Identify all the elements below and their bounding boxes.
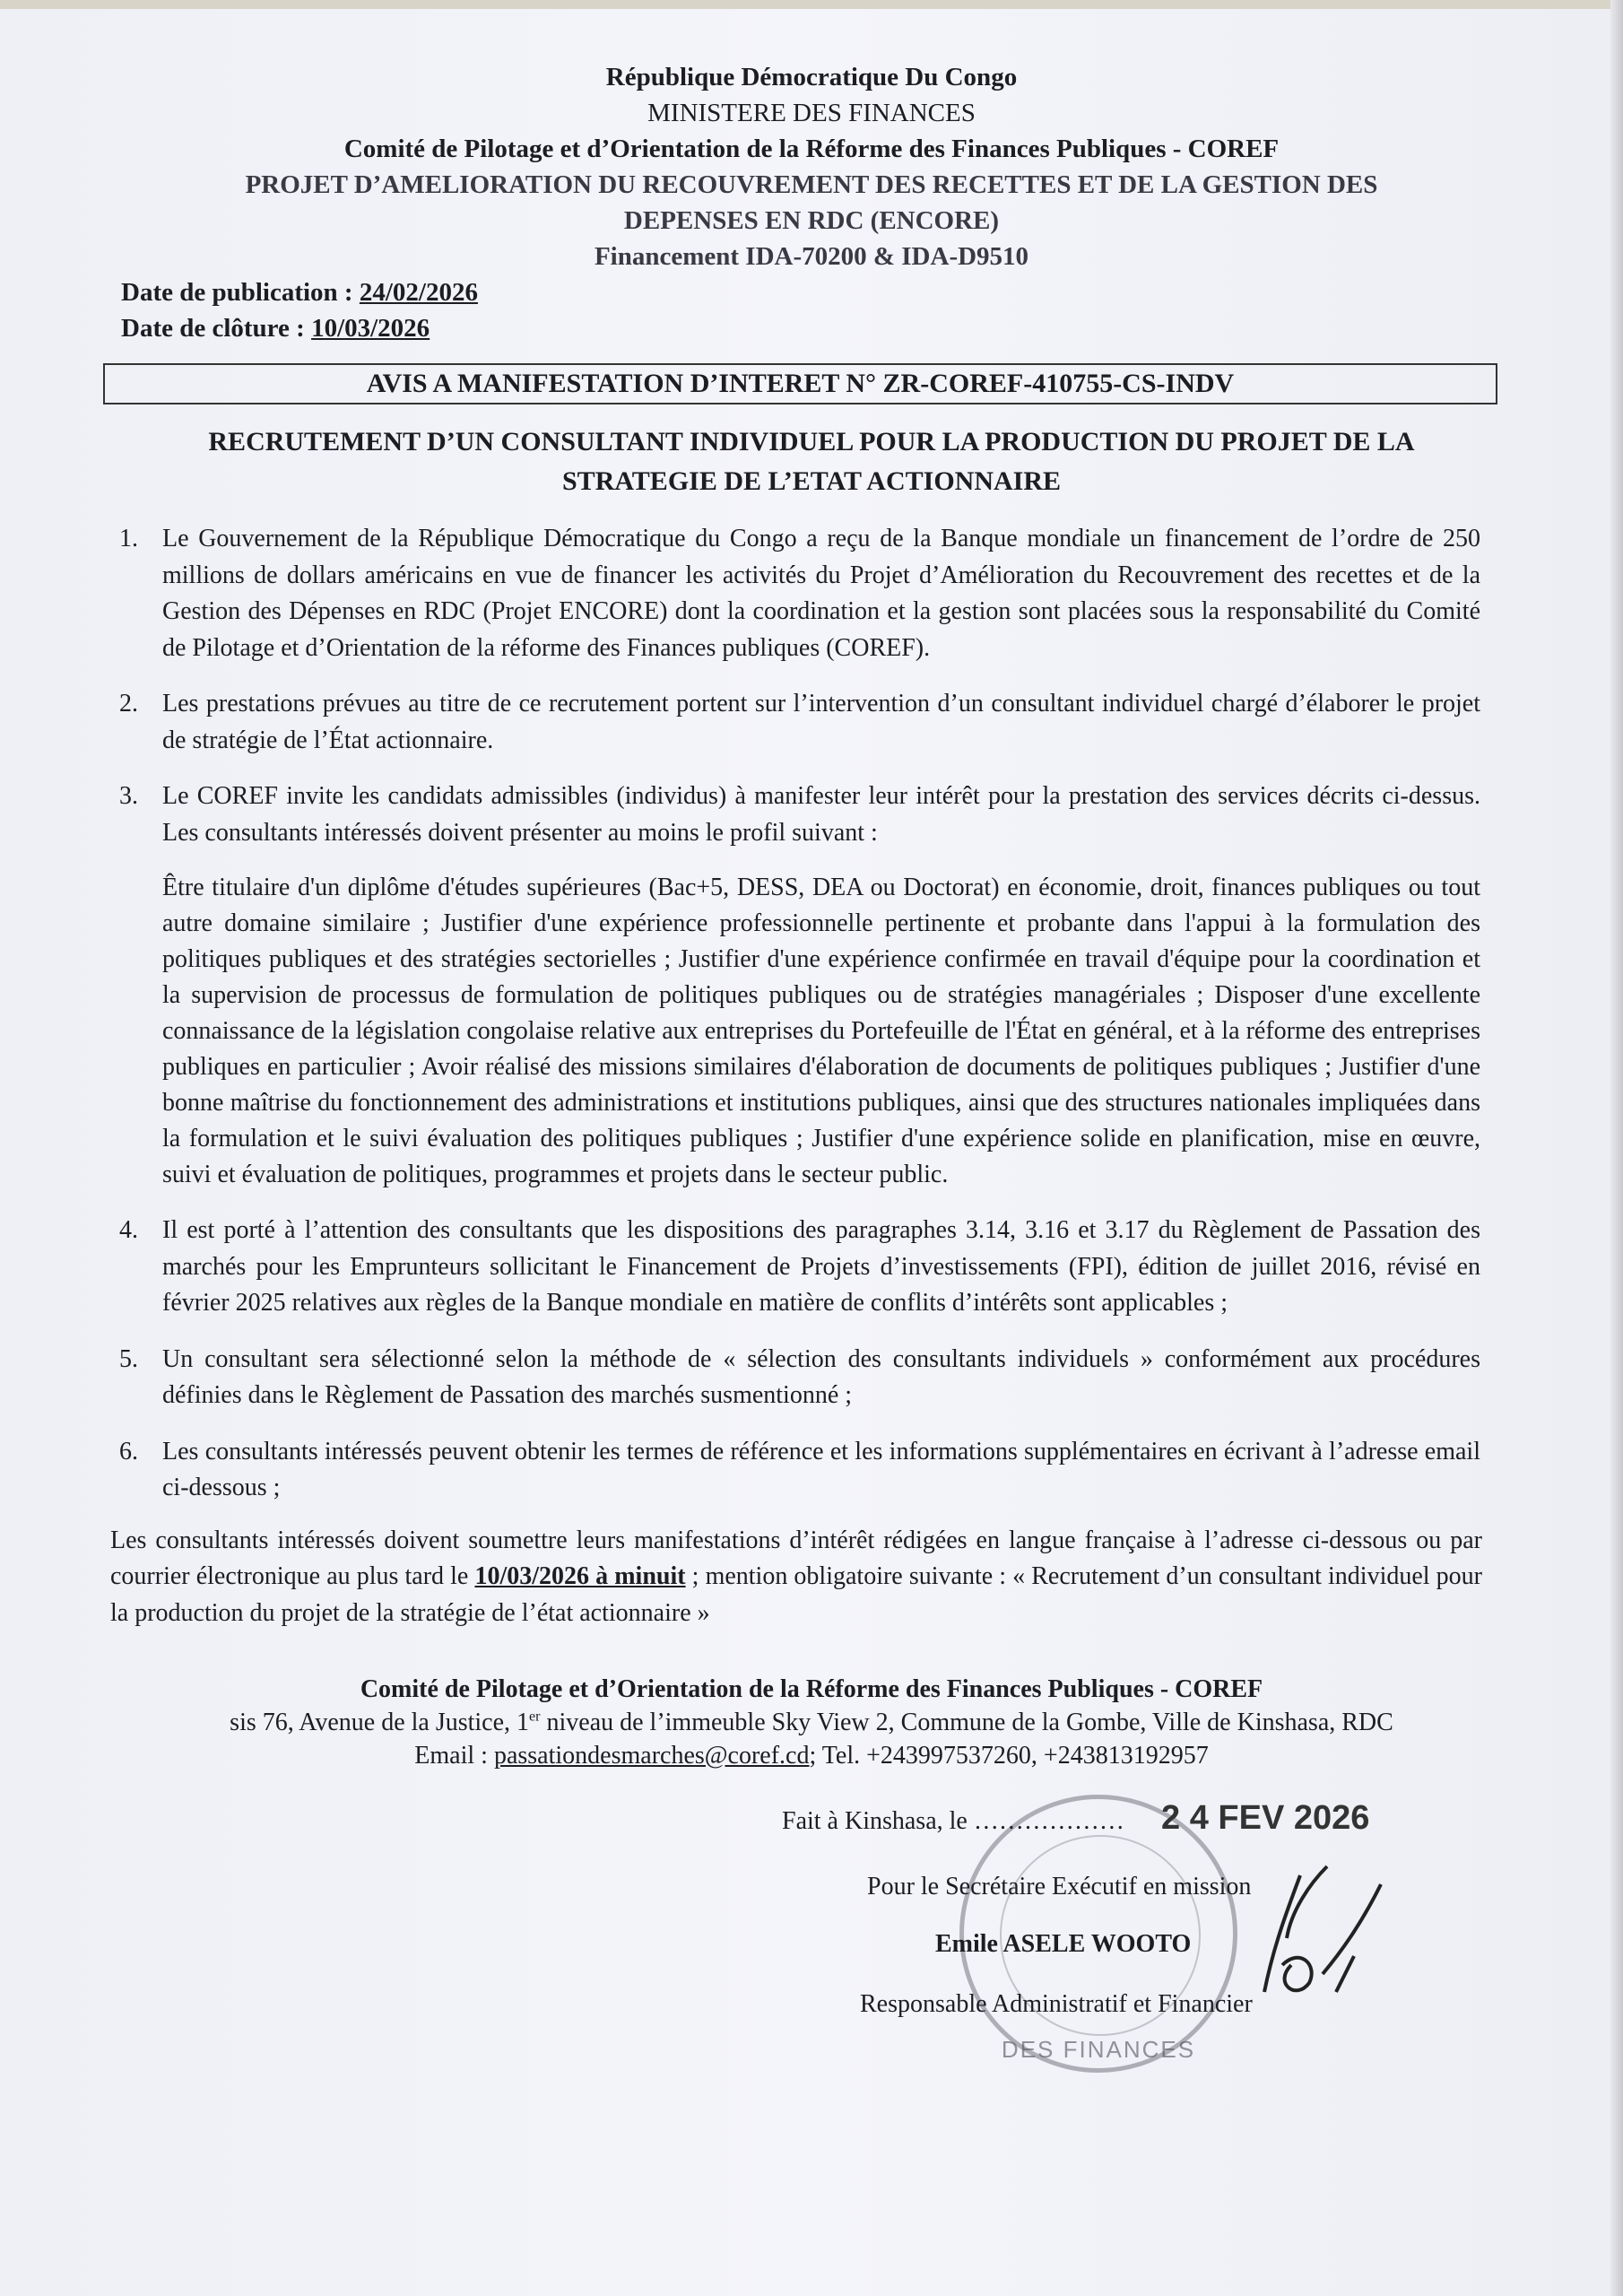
paragraph-text: Le Gouvernement de la République Démocratique du Congo a reçu de la Banque mondiale un financement de l’ordre de 250 millions de dollars américains en vue de financer les activités du Projet d’Amélioration du Recouvrement des recettes et de la Gestion des Dépenses en RDC (Projet ENCORE) dont la coordination et la gestion sont placées sous la responsabilité du Comité de Pilotage et d’Orientation de la réforme des Finances publiques (COREF).	[162, 525, 1480, 662]
committee-heading: Comité de Pilotage et d’Orientation de la Réforme des Finances Publiques - COREF	[343, 135, 1280, 163]
publication-date: Date de publication : 24/02/2026	[121, 278, 478, 307]
paragraph-number: 5.	[119, 1344, 138, 1373]
paragraph-number: 4.	[119, 1216, 138, 1244]
paragraph-text: Les consultants intéressés peuvent obtenir les termes de référence et les informations supplémentaires en écrivant à l’adresse email ci-dessous ;	[162, 1437, 1480, 1501]
paragraph-number: 6.	[119, 1437, 138, 1465]
ministry-heading: MINISTERE DES FINANCES	[647, 99, 976, 127]
paragraph-text: Les prestations prévues au titre de ce recrutement portent sur l’intervention d’un consultant individuel chargé d’élaborer le projet de stratégie de l’État actionnaire.	[162, 690, 1480, 754]
handwritten-signature	[1246, 1857, 1390, 2010]
profile-requirements: Être titulaire d'un diplôme d'études supérieures (Bac+5, DESS, DEA ou Doctorat) en économie, droit, finances publiques ou tout autre domaine similaire ; Justifier d'une expérience professionnelle pertinente et probante dans l'appui à la formulation des politiques publiques et des stratégies sectorielles ; Justifier d'une expérience confirmée en travail d'équipe pour la coordination et la supervision de processus de formulation de politiques publiques ou de stratégies managériales ; Disposer d'une excellente connaissance de la législation congolaise relative aux entreprises du Portefeuille de l'État en général, et à la réforme des entreprises publiques en particulier ; Avoir réalisé des missions similaires d'élaboration de documents de politiques publiques ; Justifier d'une bonne maîtrise du fonctionnement des administrations et institutions publiques, ainsi que des structures nationales impliquées dans la formulation et le suivi évaluation des politiques publiques ; Justifier d'une expérience solide en planification, mise en œuvre, suivi et évaluation de politiques, programmes et projets dans le secteur public.	[162, 874, 1480, 1188]
signature-block	[0, 1799, 1623, 2091]
subject-heading	[0, 422, 1623, 501]
date-stamp: 2 4 FEV 2026	[1161, 1799, 1370, 1837]
place-date: Fait à Kinshasa, le ………………	[782, 1807, 1124, 1835]
paragraph-6	[119, 1434, 1480, 1507]
paragraph-text: Il est porté à l’attention des consultants que les dispositions des paragraphes 3.14, 3.16 et 3.17 du Règlement de Passation des marchés pour les Emprunteurs sollicitant le Financement de Projets d’investissements (FPI), édition de juillet 2016, révisé en février 2025 relatives aux règles de la Banque mondiale en matière de conflits d’intérêts sont applicables ;	[162, 1216, 1480, 1317]
paragraph-3	[119, 778, 1480, 851]
signatory-name: Emile ASELE WOOTO	[935, 1930, 1192, 1958]
country-heading: République Démocratique Du Congo	[605, 63, 1018, 91]
subject-line-2: STRATEGIE DE L’ETAT ACTIONNAIRE	[562, 466, 1061, 496]
notice-title-box: AVIS A MANIFESTATION D’INTERET N° ZR-COREF-410755-CS-INDV	[103, 363, 1497, 404]
signatory-for: Pour le Secrétaire Exécutif en mission	[867, 1873, 1252, 1900]
scan-edge	[0, 0, 1623, 9]
project-heading: PROJET D’AMELIORATION DU RECOUVREMENT DES RECETTES ET DE LA GESTION DES	[245, 170, 1378, 199]
footer-address: sis 76, Avenue de la Justice, 1er niveau de l’immeuble Sky View 2, Commune de la Gombe, Ville de Kinshasa, RDC	[230, 1709, 1393, 1736]
paragraph-1	[119, 521, 1480, 666]
footer-contact: Email : passationdesmarches@coref.cd; Tel. +243997537260, +243813192957	[414, 1742, 1209, 1770]
paragraph-number: 3.	[119, 782, 138, 810]
document-body	[0, 59, 1623, 2091]
signatory-role: Responsable Administratif et Financier	[860, 1990, 1253, 2018]
project-heading-2: DEPENSES EN RDC (ENCORE)	[623, 206, 1000, 235]
paragraph-text: Le COREF invite les candidats admissibles (individus) à manifester leur intérêt pour la prestation des services décrits ci-dessus. Les consultants intéressés doivent présenter au moins le profil suivant :	[162, 782, 1480, 847]
paragraph-5	[119, 1342, 1480, 1414]
subject-line-1: RECRUTEMENT D’UN CONSULTANT INDIVIDUEL POUR LA PRODUCTION DU PROJET DE LA	[208, 427, 1415, 457]
paragraph-2	[119, 686, 1480, 759]
paragraph-number: 2.	[119, 690, 138, 718]
email-link[interactable]: passationdesmarches@coref.cd	[493, 1742, 810, 1770]
financing-heading: Financement IDA-70200 & IDA-D9510	[594, 242, 1029, 271]
footer-org: Comité de Pilotage et d’Orientation de la Réforme des Finances Publiques - COREF	[360, 1675, 1263, 1703]
paragraph-4	[119, 1213, 1480, 1322]
closing-date: Date de clôture : 10/03/2026	[121, 314, 430, 343]
footer	[0, 1673, 1623, 1772]
seal-text: DES FINANCES	[1001, 2036, 1196, 2063]
closing-paragraph: Les consultants intéressés doivent soumettre leurs manifestations d’intérêt rédigées en langue française à l’adresse ci-dessous ou par courrier électronique au plus tard le 10/03/2026 à minuit ; mention obligatoire suivante : « Recrutement d’un consultant individuel pour la production du projet de la stratégie de l’état actionnaire »	[110, 1526, 1482, 1627]
paragraph-text: Un consultant sera sélectionné selon la méthode de « sélection des consultants individuels » conformément aux procédures définies dans le Règlement de Passation des marchés susmentionné ;	[162, 1344, 1480, 1409]
paragraph-number: 1.	[119, 525, 138, 552]
